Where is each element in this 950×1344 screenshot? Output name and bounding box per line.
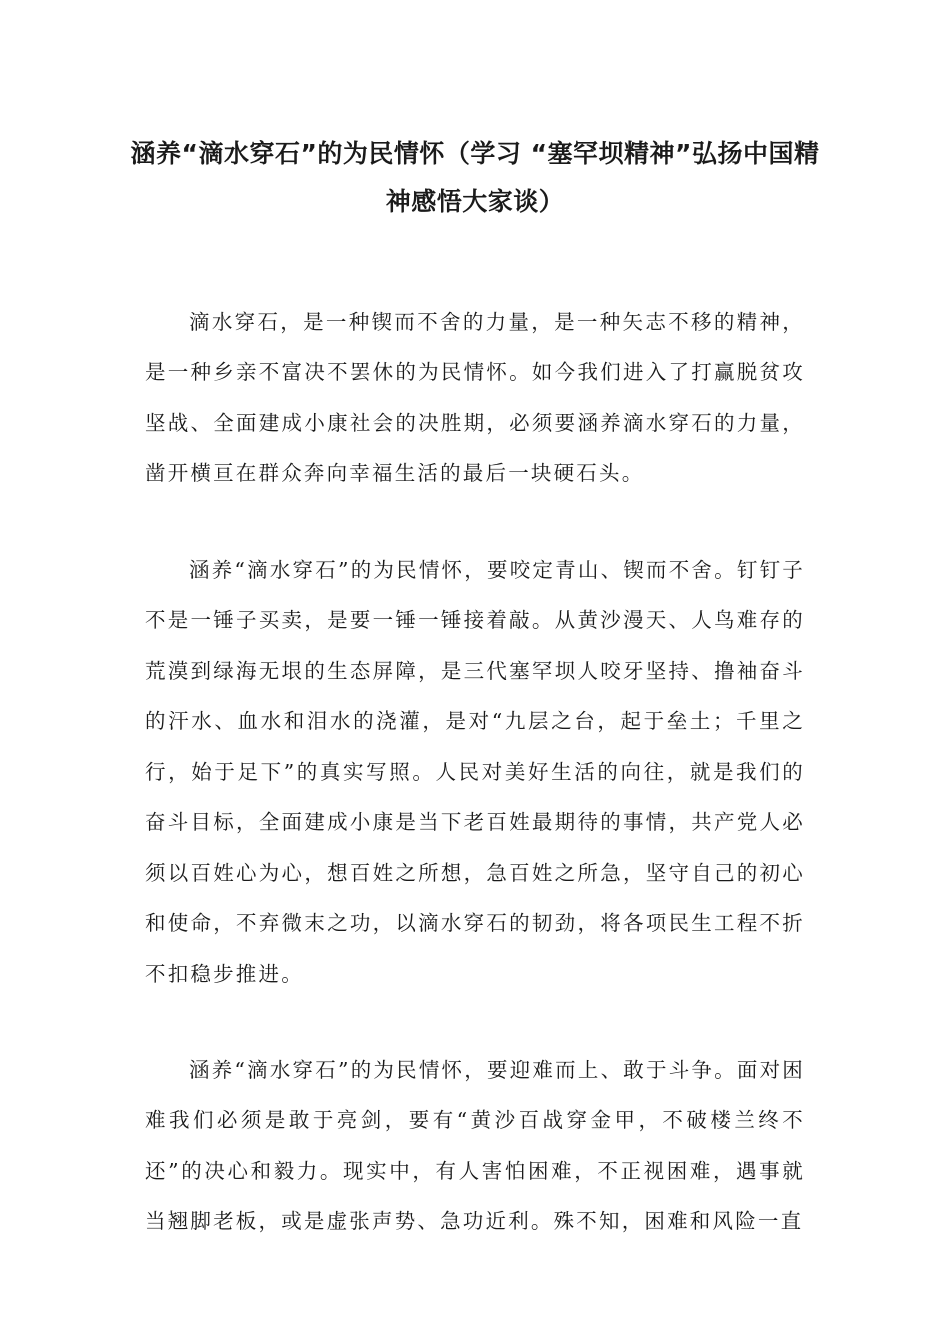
- paragraph-3: 涵养“滴水穿石”的为民情怀，要迎难而上、敢于斗争。面对困难我们必须是敢于亮剑，要有“黄沙百战穿金甲，不破楼兰终不还”的决心和毅力。现实中，有人害怕困难，不正视困难，遇事就当翘脚老板，或是虚张声势、急功近利。殊不知，困难和风险一直: [145, 1057, 805, 1233]
- paragraph-1: 滴水穿石，是一种锲而不舍的力量，是一种矢志不移的精神，是一种乡亲不富决不罢休的为民情怀。如今我们进入了打赢脱贫攻坚战、全面建成小康社会的决胜期，必须要涵养滴水穿石的力量，凿开横亘在群众奔向幸福生活的最后一块硬石头。: [145, 309, 805, 485]
- document-title: 涵养“滴水穿石”的为民情怀（学习 “塞罕坝精神”弘扬中国精神感悟大家谈）: [130, 139, 820, 216]
- paragraph-2: 涵养“滴水穿石”的为民情怀，要咬定青山、锲而不舍。钉钉子不是一锤子买卖，是要一锤一锤接着敲。从黄沙漫天、人鸟难存的荒漠到绿海无垠的生态屏障，是三代塞罕坝人咬牙坚持、撸袖奋斗的汗水、血水和泪水的浇灌，是对“九层之台，起于垒土；千里之行，始于足下”的真实写照。人民对美好生活的向往，就是我们的奋斗目标，全面建成小康是当下老百姓最期待的事情，共产党人必须以百姓心为心，想百姓之所想，急百姓之所急，坚守自己的初心和使命，不弃微末之功，以滴水穿石的韧劲，将各项民生工程不折不扣稳步推进。: [145, 557, 805, 986]
